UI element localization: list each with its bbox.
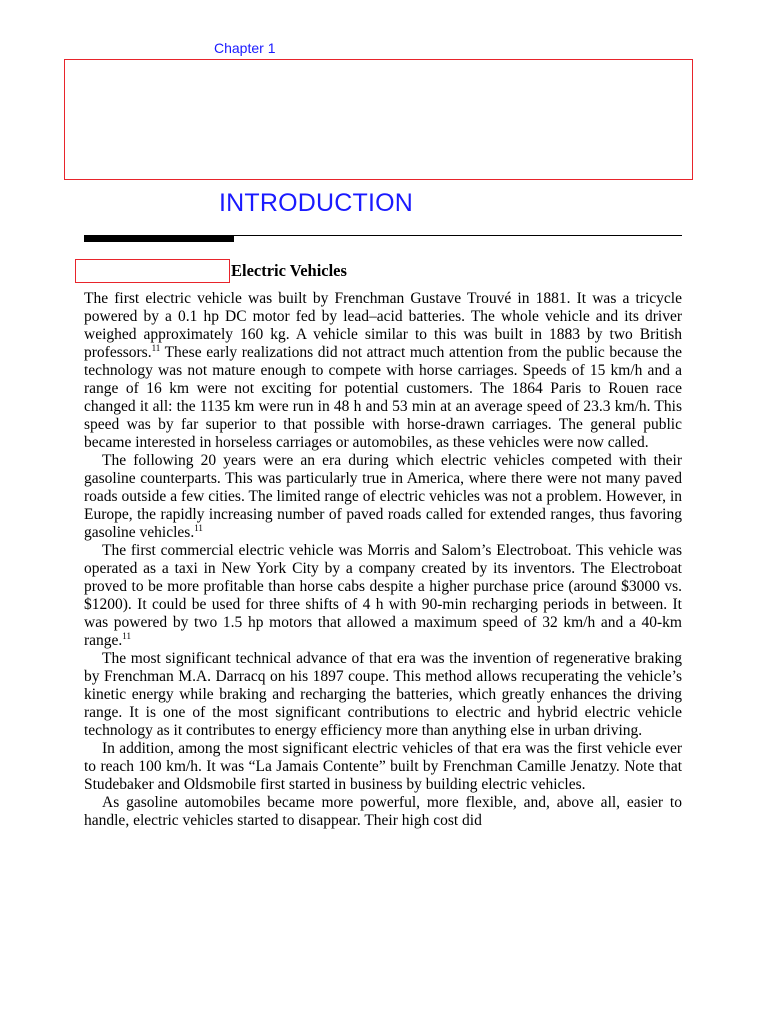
paragraph xyxy=(84,740,682,794)
paragraph xyxy=(84,650,682,740)
chapter-title: INTRODUCTION xyxy=(219,189,414,217)
paragraph xyxy=(84,290,682,452)
paragraph-text: In addition, among the most significant electric vehicles of that era was the first vehicle ever to reach 100 km/h. It was “La Jamais Contente” built by Frenchman Camille Jenatzy. Note that Studebaker and Oldsmobile first started in business by building electric vehicles. xyxy=(84,740,682,793)
paragraph-text: The first commercial electric vehicle was Morris and Salom’s Electroboat. This vehicle was operated as a taxi in New York City by a company created by its inventors. The Electroboat proved to be more profitable than horse cabs despite a higher purchase price (around $3000 vs. $1200). It could be used for three shifts of 4 h with 90-min recharging periods in between. It was powered by two 1.5 hp motors that allowed a maximum speed of 32 km/h and a 40-km range. xyxy=(84,542,682,649)
section-heading: Electric Vehicles xyxy=(231,261,347,280)
paragraph-text: The following 20 years were an era during which electric vehicles competed with their gasoline counterparts. This was particularly true in America, where there were not many paved roads outside a few cities. The limited range of electric vehicles was not a problem. However, in Europe, the rapidly increasing number of paved roads called for extended ranges, thus favoring gasoline vehicles. xyxy=(84,452,682,541)
citation-ref: 11 xyxy=(151,342,161,353)
paragraph xyxy=(84,452,682,542)
chapter-label: Chapter 1 xyxy=(214,40,276,56)
citation-ref: 11 xyxy=(122,630,131,641)
chapter-rule-thin xyxy=(234,235,682,236)
paragraph-text: The most significant technical advance of that era was the invention of regenerative braking by Frenchman M.A. Darracq on his 1897 coupe. This method allows recuperating the vehicle’s kinetic energy while braking and recharging the batteries, which greatly enhances the driving range. It is one of the most significant contributions to electric and hybrid electric vehicle technology as it contributes to energy efficiency more than anything else in urban driving. xyxy=(84,650,682,739)
body-text xyxy=(84,290,682,830)
paragraph-text: The first electric vehicle was built by Frenchman Gustave Trouvé in 1881. It was a tricycle powered by a 0.1 hp DC motor fed by lead–acid batteries. The whole vehicle and its driver weighed approximately 160 kg. A vehicle similar to this was built in 1883 by two British professors. xyxy=(84,290,682,361)
citation-ref: 11 xyxy=(194,522,203,533)
paragraph-text: These early realizations did not attract much attention from the public because the technology was not mature enough to compete with horse carriages. Speeds of 15 km/h and a range of 16 km were not exciting for potential customers. The 1864 Paris to Rouen race changed it all: the 1135 km were run in 48 h and 53 min at an average speed of 23.3 km/h. This speed was by far superior to that possible with horse-drawn carriages. The general public became interested in horseless carriages or automobiles, as these vehicles were now called. xyxy=(84,344,682,451)
section-number-box xyxy=(75,259,230,283)
paragraph-text: As gasoline automobiles became more powerful, more flexible, and, above all, easier to handle, electric vehicles started to disappear. Their high cost did xyxy=(84,794,682,829)
paragraph xyxy=(84,794,682,830)
chapter-title-box xyxy=(64,59,693,180)
chapter-rule-thick xyxy=(84,235,234,242)
paragraph xyxy=(84,542,682,650)
